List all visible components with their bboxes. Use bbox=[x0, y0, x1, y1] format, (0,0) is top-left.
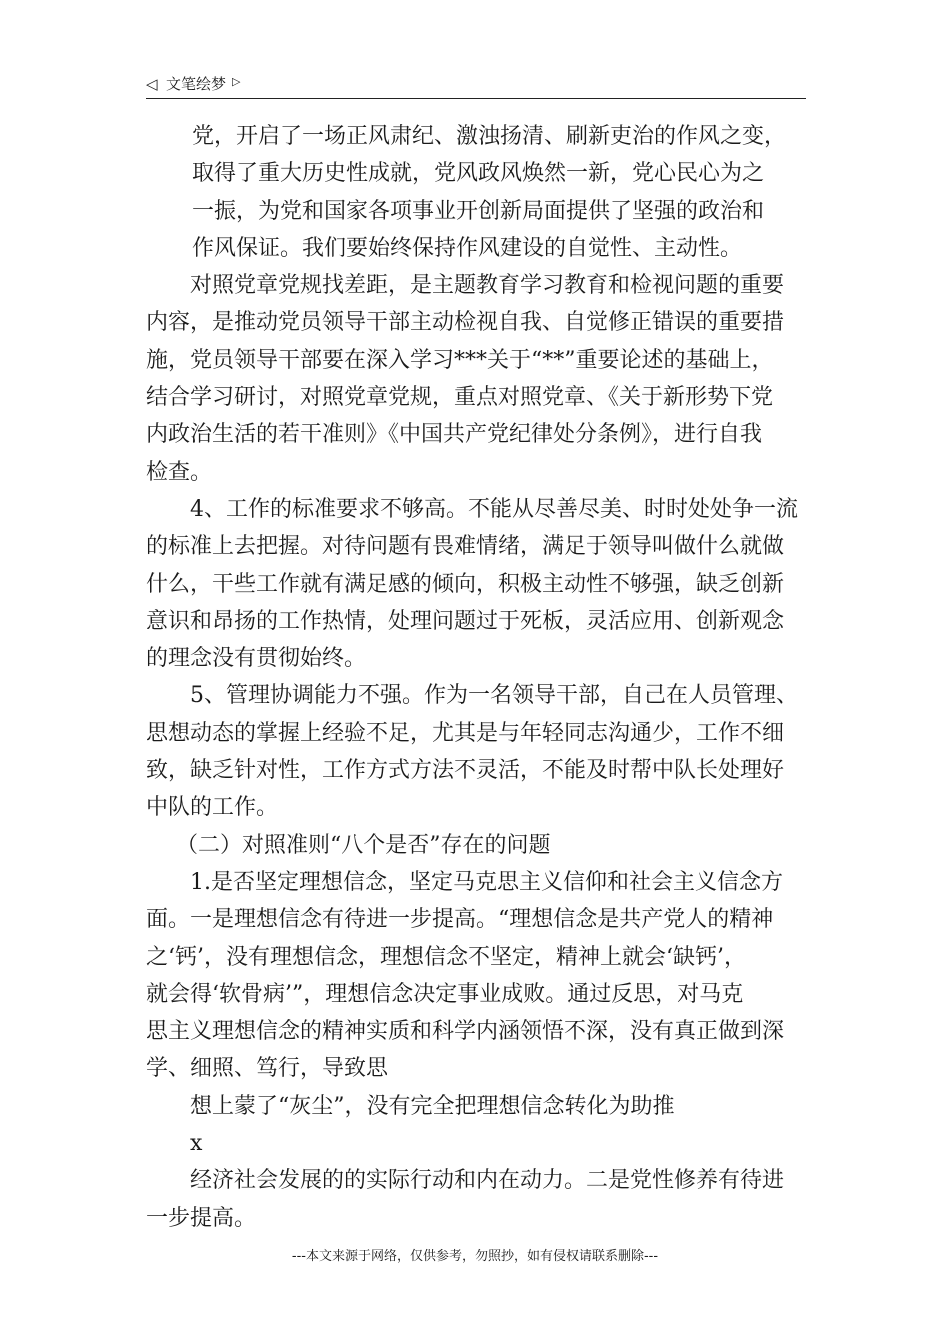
text-line: 内政治生活的若干准则》《中国共产党纪律处分条例》，进行自我 bbox=[146, 422, 763, 448]
text-line: 检查。 bbox=[146, 459, 213, 485]
text-line: 作风保证。我们要始终保持作风建设的自觉性、主动性。 bbox=[192, 235, 743, 261]
text-line: 经济社会发展的的实际行动和内在动力。二是党性修养有待进 bbox=[190, 1168, 785, 1194]
text-line: 中队的工作。 bbox=[146, 795, 279, 821]
text-line: 思主义理想信念的精神实质和科学内涵领悟不深，没有真正做到深 bbox=[146, 1019, 785, 1045]
header-title: 文笔绘梦 bbox=[166, 75, 227, 93]
text-line: 结合学习研讨，对照党章党规，重点对照党章、《关于新形势下党 bbox=[146, 385, 774, 411]
text-line: 一步提高。 bbox=[146, 1205, 257, 1231]
text-line: 取得了重大历史性成就，党风政风焕然一新，党心民心为之 bbox=[192, 161, 765, 187]
footer-disclaimer: ---本文来源于网络，仅供参考，勿照抄，如有侵权请联系删除--- bbox=[291, 1249, 659, 1264]
text-line: 致，缺乏针对性，工作方式方法不灵活，不能及时帮中队长处理好 bbox=[146, 758, 785, 784]
text-line: 之‘钙’，没有理想信念，理想信念不坚定，精神上就会‘缺钙’， bbox=[146, 944, 746, 970]
text-line: 学、细照、笃行，导致思 bbox=[146, 1056, 389, 1082]
text-line: 思想动态的掌握上经验不足，尤其是与年轻同志沟通少，工作不细 bbox=[146, 720, 785, 746]
left-triangle-icon: ◁ bbox=[146, 75, 158, 93]
right-triangle-icon: ▷ bbox=[232, 75, 241, 88]
document-body bbox=[146, 118, 810, 1237]
text-line: 面。一是理想信念有待进一步提高。“理想信念是共产党人的精神 bbox=[146, 907, 774, 933]
text-line: x bbox=[190, 1131, 203, 1157]
text-line: 5、管理协调能力不强。作为一名领导干部，自己在人员管理、 bbox=[190, 683, 798, 709]
text-line: 4、工作的标准要求不够高。不能从尽善尽美、时时处处争一流 bbox=[190, 496, 798, 522]
text-line: （二）对照准则“八个是否”存在的问题 bbox=[176, 832, 551, 858]
text-line: 1.是否坚定理想信念，坚定马克思主义信仰和社会主义信念方 bbox=[190, 869, 783, 895]
text-line: 对照党章党规找差距，是主题教育学习教育和检视问题的重要 bbox=[190, 273, 785, 299]
text-line: 的标准上去把握。对待问题有畏难情绪，满足于领导叫做什么就做 bbox=[146, 534, 785, 560]
text-line: 内容，是推动党员领导干部主动检视自我、自觉修正错误的重要措 bbox=[146, 310, 785, 336]
text-line: 施，党员领导干部要在深入学习***关于“**”重要论述的基础上， bbox=[146, 347, 774, 373]
text-line: 就会得‘软骨病’”，理想信念决定事业成败。通过反思，对马克 bbox=[146, 981, 744, 1007]
text-line: 的理念没有贯彻始终。 bbox=[146, 646, 367, 672]
text-line: 意识和昂扬的工作热情，处理问题过于死板，灵活应用、创新观念 bbox=[146, 608, 785, 634]
text-line: 什么，干些工作就有满足感的倾向，积极主动性不够强，缺乏创新 bbox=[146, 571, 785, 597]
text-line: 党，开启了一场正风肃纪、激浊扬清、刷新吏治的作风之变， bbox=[192, 124, 787, 149]
text-line: 想上蒙了“灰尘”，没有完全把理想信念转化为助推 bbox=[190, 1093, 675, 1119]
page-header bbox=[146, 72, 806, 99]
text-line: 一振，为党和国家各项事业开创新局面提供了坚强的政治和 bbox=[192, 198, 765, 224]
